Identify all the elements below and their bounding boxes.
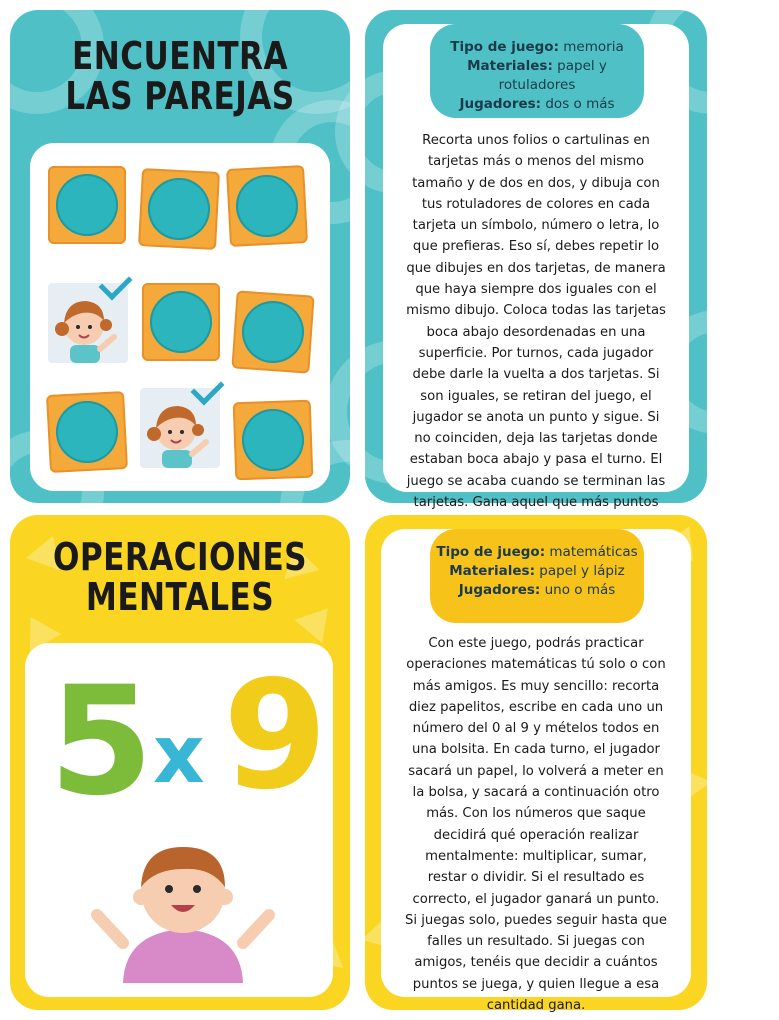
tipo-value: matemáticas — [549, 544, 638, 560]
boy-icon — [83, 833, 283, 983]
jugadores-label: Jugadores: — [458, 582, 541, 598]
memory-card-facedown — [138, 168, 220, 250]
game-info-badge — [430, 24, 644, 118]
materiales-value: papel y lápiz — [539, 563, 625, 579]
tipo-label: Tipo de juego: — [450, 39, 559, 55]
digit-right: 9 — [223, 649, 328, 823]
game-info-badge — [430, 529, 644, 623]
math-illustration — [25, 643, 333, 997]
materiales-value: papel y rotuladores — [498, 58, 607, 93]
memory-card-faceup-girl — [140, 388, 220, 468]
memory-card-facedown — [46, 391, 128, 473]
card-encuentra-parejas-instrucciones — [365, 10, 707, 511]
materiales-label: Materiales: — [449, 563, 535, 579]
card3-title-line2: MENTALES — [85, 575, 275, 619]
memory-card-facedown — [48, 166, 126, 244]
card3-title-line1: OPERACIONES — [53, 535, 307, 579]
instructions-text: Con este juego, podrás practicar operaciones matemáticas tú solo o con más amigos. Es muy sencillo: recorta diez papelitos, escribe en cada uno un número del 0 al 9 y mételos todos en una bolsita. En cada turno, el jugador sacará un papel, lo volverá a meter en la bolsa, y sacará a continuación otro más. Con los números que saque decidirá qué operación realizar mentalmente: multiplicar, sumar, restar o dividir. Si el resultado es correcto, el jugador ganará un punto. Si juegas solo, puedes seguir hasta que falles un resultado. Si juegas con amigos, tenéis que decidir a cuántos puntos se juega, y quien llegue a esa cantidad gana. — [405, 636, 667, 1014]
memory-card-faceup-girl — [48, 283, 128, 363]
card3-title — [41, 537, 320, 617]
materiales-label: Materiales: — [467, 58, 553, 74]
card1-title-line2: LAS PAREJAS — [65, 74, 295, 118]
instructions-text: Recorta unos folios o cartulinas en tarjetas más o menos del mismo tamaño y de dos en dos, y dibuja con tus rotuladores de colores en cada tarjeta un símbolo, número o letra, lo que prefieras. Eso sí, debes repetir lo que dibujes en dos tarjetas, de manera que haya siempre dos iguales con el mismo dibujo. Coloca todas las tarjetas boca abajo desordenadas en una superficie. Por turnos, cada jugador debe darle la vuelta a dos tarjetas. Si son iguales, se retiran del juego, el jugador se anota un punto y sigue. Si no coinciden, deja las tarjetas donde estaban boca abajo y pasa el turno. El juego se acaba cuando se terminan las tarjetas. Gana aquel que más puntos — [406, 133, 666, 511]
card-operaciones-mentales-instrucciones — [365, 515, 707, 1014]
memory-board — [30, 143, 330, 491]
digit-left: 5 — [49, 655, 154, 829]
jugadores-value: dos o más — [545, 96, 615, 112]
memory-card-facedown — [231, 290, 314, 373]
card1-title — [41, 36, 320, 116]
jugadores-label: Jugadores: — [459, 96, 542, 112]
card-operaciones-mentales — [10, 515, 350, 1010]
memory-card-facedown — [226, 165, 308, 247]
memory-card-facedown — [233, 400, 314, 481]
memory-card-facedown — [142, 283, 220, 361]
operator-times: x — [153, 708, 205, 801]
card-encuentra-parejas — [10, 10, 350, 503]
jugadores-value: uno o más — [544, 582, 616, 598]
tipo-label: Tipo de juego: — [436, 544, 546, 560]
tipo-value: memoria — [563, 39, 624, 55]
card1-title-line1: ENCUENTRA — [72, 34, 288, 78]
